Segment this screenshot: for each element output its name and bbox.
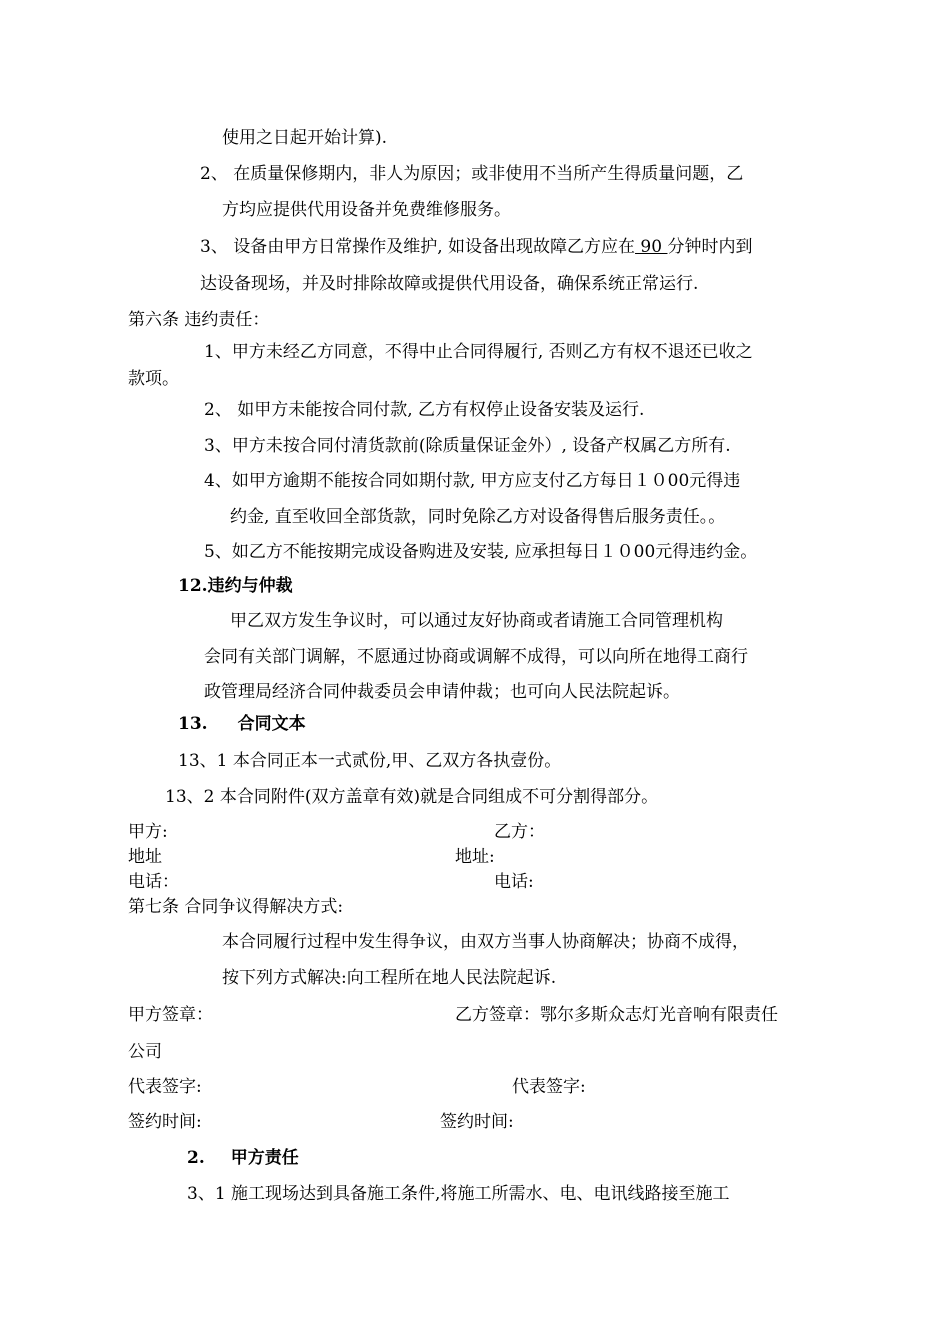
clause-3-line2: 达设备现场，并及时排除故障或提供代用设备，确保系统正常运行. bbox=[200, 274, 699, 294]
article-7-line1: 本合同履行过程中发生得争议，由双方当事人协商解决；协商不成得， bbox=[222, 932, 749, 952]
art6-item4-line1: 4、如甲方逾期不能按合同如期付款, 甲方应支付乙方每日１０00元得违 bbox=[204, 471, 741, 491]
section-12-line3: 政管理局经济合同仲裁委员会申请仲裁；也可向人民法院起诉。 bbox=[204, 682, 680, 702]
section-12-heading: 12.违约与仲裁 bbox=[178, 576, 293, 596]
party-b-representative: 代表签字: bbox=[512, 1077, 586, 1097]
clause-2-line2: 方均应提供代用设备并免费维修服务。 bbox=[222, 200, 511, 220]
party-a-address: 地址 bbox=[128, 847, 162, 867]
section-2-item1: 3、1 施工现场达到具备施工条件,将施工所需水、电、电讯线路接至施工 bbox=[187, 1184, 730, 1204]
clause-text: 使用之日起开始计算). bbox=[222, 128, 388, 148]
party-b-label: 乙方： bbox=[494, 822, 545, 842]
party-b-sign-date: 签约时间: bbox=[440, 1112, 514, 1132]
section-13-2: 13、2 本合同附件(双方盖章有效)就是合同组成不可分割得部分。 bbox=[165, 787, 659, 807]
art6-item4-line2: 约金, 直至收回全部货款，同时免除乙方对设备得售后服务责任。。 bbox=[230, 507, 726, 527]
section-12-line1: 甲乙双方发生争议时，可以通过友好协商或者请施工合同管理机构 bbox=[230, 611, 723, 631]
party-b-phone: 电话: bbox=[494, 872, 534, 892]
art6-item2: 2、 如甲方未能按合同付款, 乙方有权停止设备安装及运行. bbox=[204, 400, 645, 420]
art6-item3: 3、甲方未按合同付清货款前(除质量保证金外）, 设备产权属乙方所有. bbox=[204, 436, 731, 456]
party-a-label: 甲方: bbox=[128, 822, 168, 842]
section-2-title: 甲方责任 bbox=[230, 1148, 299, 1168]
party-a-phone: 电话： bbox=[128, 872, 179, 892]
party-a-representative: 代表签字: bbox=[128, 1077, 202, 1097]
art6-item1-line2: 款项。 bbox=[128, 369, 179, 389]
section-2-heading bbox=[187, 1147, 299, 1169]
section-13-title: 合同文本 bbox=[237, 714, 306, 734]
section-13-1: 13、1 本合同正本一式贰份,甲、乙双方各执壹份。 bbox=[178, 751, 562, 771]
art6-item5: 5、如乙方不能按期完成设备购进及安装, 应承担每日１０00元得违约金。 bbox=[204, 542, 758, 562]
party-b-seal: 乙方签章：鄂尔多斯众志灯光音响有限责任 bbox=[455, 1005, 778, 1025]
clause-3-post: 分钟时内到 bbox=[667, 237, 753, 257]
article-6-heading: 第六条 违约责任： bbox=[128, 310, 270, 330]
party-b-address: 地址: bbox=[455, 847, 495, 867]
response-minutes: 90 bbox=[635, 237, 668, 257]
art6-item1-line1: 1、甲方未经乙方同意，不得中止合同得履行, 否则乙方有权不退还已收之 bbox=[204, 342, 753, 362]
clause-2-line1: 2、 在质量保修期内，非人为原因；或非使用不当所产生得质量问题，乙 bbox=[200, 164, 744, 184]
party-b-seal-continued: 公司 bbox=[128, 1042, 162, 1062]
clause-3-pre: 3、 设备由甲方日常操作及维护, 如设备出现故障乙方应在 bbox=[200, 237, 636, 257]
section-2-number: 2. bbox=[187, 1148, 205, 1168]
section-12-line2: 会同有关部门调解，不愿通过协商或调解不成得，可以向所在地得工商行 bbox=[204, 647, 748, 667]
section-13-heading bbox=[178, 713, 306, 735]
article-7-heading: 第七条 合同争议得解决方式: bbox=[128, 897, 344, 917]
party-a-seal: 甲方签章： bbox=[128, 1005, 213, 1025]
party-a-sign-date: 签约时间: bbox=[128, 1112, 202, 1132]
clause-3-line1 bbox=[200, 236, 752, 258]
section-13-number: 13. bbox=[178, 714, 208, 734]
article-7-line2: 按下列方式解决:向工程所在地人民法院起诉. bbox=[222, 968, 557, 988]
